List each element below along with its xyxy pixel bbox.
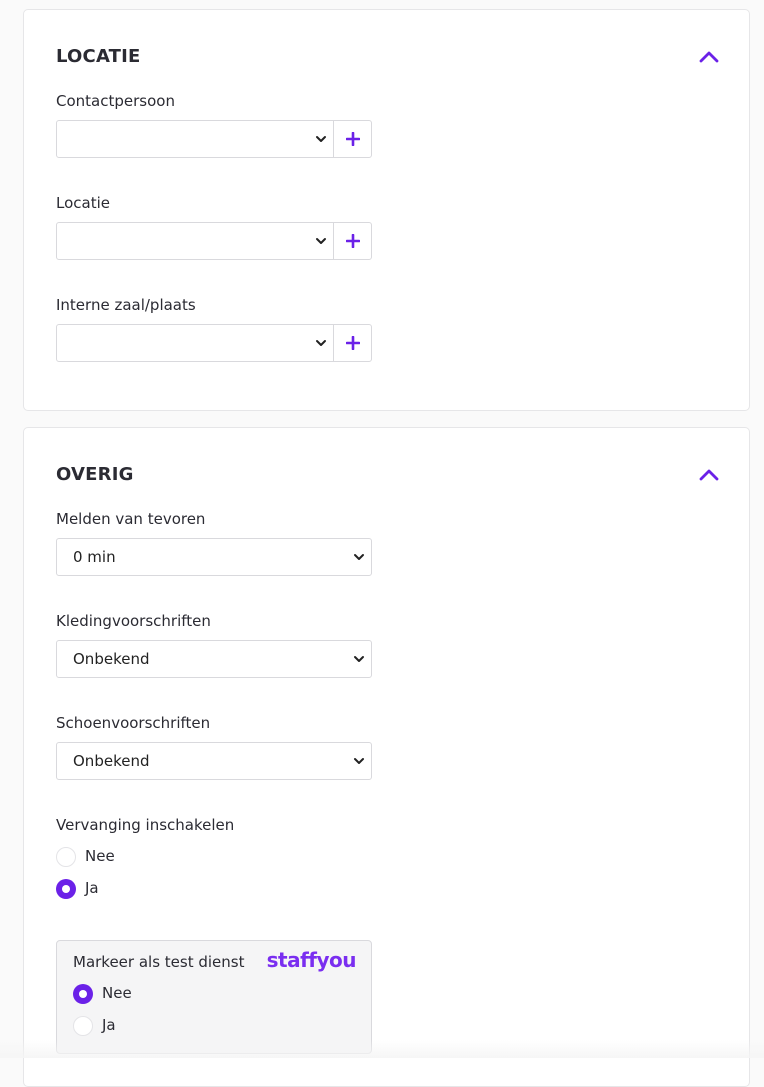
- chevron-down-icon: [353, 755, 365, 767]
- vervanging-nee-label: Nee: [85, 847, 115, 865]
- test-dienst-ja-radio[interactable]: [73, 1016, 93, 1036]
- vervanging-ja-radio[interactable]: [56, 879, 76, 899]
- test-dienst-ja-label: Ja: [102, 1016, 116, 1034]
- locatie-section: [23, 9, 750, 411]
- interne-zaal-field-group: [56, 324, 372, 362]
- interne-zaal-label: Interne zaal/plaats: [56, 296, 196, 314]
- add-locatie-button[interactable]: [333, 223, 372, 259]
- plus-icon: [346, 336, 360, 350]
- chevron-down-icon: [315, 133, 327, 145]
- chevron-up-icon: [697, 45, 721, 69]
- locatie-field-group: [56, 222, 372, 260]
- plus-icon: [346, 234, 360, 248]
- test-dienst-label: Markeer als test dienst: [73, 953, 245, 971]
- kleding-value: Onbekend: [73, 650, 150, 668]
- add-contactpersoon-button[interactable]: [333, 121, 372, 157]
- interne-zaal-select[interactable]: [57, 325, 333, 361]
- locatie-select[interactable]: [57, 223, 333, 259]
- contactpersoon-select[interactable]: [57, 121, 333, 157]
- scroll-fade: [0, 1040, 764, 1058]
- locatie-collapse-button[interactable]: [697, 45, 721, 69]
- schoen-label: Schoenvoorschriften: [56, 714, 211, 732]
- overig-collapse-button[interactable]: [697, 463, 721, 487]
- chevron-down-icon: [353, 653, 365, 665]
- kleding-select[interactable]: [56, 640, 372, 678]
- overig-section-title: OVERIG: [56, 464, 134, 485]
- melden-value: 0 min: [73, 548, 116, 566]
- overig-section: [23, 427, 750, 1087]
- chevron-down-icon: [315, 337, 327, 349]
- schoen-select[interactable]: [56, 742, 372, 780]
- contactpersoon-label: Contactpersoon: [56, 92, 175, 110]
- contactpersoon-field-group: [56, 120, 372, 158]
- locatie-label: Locatie: [56, 194, 110, 212]
- schoen-value: Onbekend: [73, 752, 150, 770]
- chevron-down-icon: [315, 235, 327, 247]
- melden-label: Melden van tevoren: [56, 510, 206, 528]
- staffyou-logo: staffyou: [266, 948, 356, 972]
- locatie-section-title: LOCATIE: [56, 46, 141, 67]
- test-dienst-box: [56, 940, 372, 1054]
- plus-icon: [346, 132, 360, 146]
- melden-select[interactable]: [56, 538, 372, 576]
- add-interne-zaal-button[interactable]: [333, 325, 372, 361]
- kleding-label: Kledingvoorschriften: [56, 612, 211, 630]
- chevron-up-icon: [697, 463, 721, 487]
- vervanging-nee-radio[interactable]: [56, 847, 76, 867]
- vervanging-label: Vervanging inschakelen: [56, 816, 235, 834]
- test-dienst-nee-radio[interactable]: [73, 984, 93, 1004]
- vervanging-ja-label: Ja: [85, 879, 99, 897]
- test-dienst-nee-label: Nee: [102, 984, 132, 1002]
- chevron-down-icon: [353, 551, 365, 563]
